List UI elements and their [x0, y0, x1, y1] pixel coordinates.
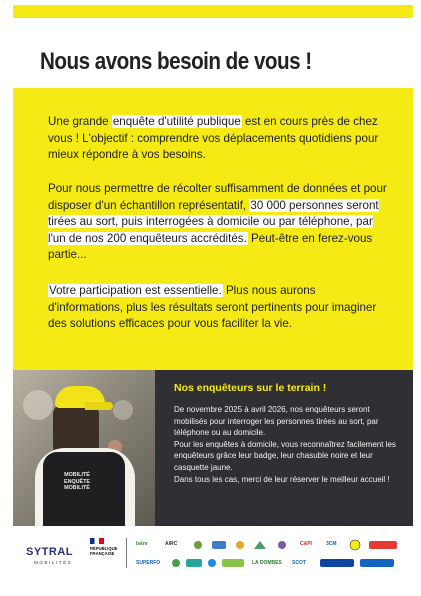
partner-emblem-icon: [222, 559, 244, 567]
partner-logo-scot: SCOT: [292, 560, 306, 566]
partner-emblem-icon: [369, 541, 397, 549]
field-info-title: Nos enquêteurs sur le terrain !: [174, 382, 327, 394]
republique-line: RÉPUBLIQUE: [90, 546, 118, 551]
paragraph-sample-highlight: 30 000 personnes seront tirées au sort, puis interrogées à domicile ou par téléphone, par l'un de nos 200 enquêteurs accrédités.: [48, 198, 379, 245]
paragraph-participation-highlight: Votre participation est essentielle.: [49, 284, 222, 297]
republique-francaise-label: [90, 546, 117, 556]
partner-emblem-icon: [194, 541, 202, 549]
vest-badge-line: MOBILITÉ: [64, 472, 90, 478]
vest-badge: [57, 472, 97, 502]
vest-badge-line: ENQUÊTE: [63, 478, 91, 485]
field-info-panel: [155, 370, 413, 526]
paragraph-intro-after: est en cours près de chez vous ! L'objectif : comprendre vos déplacements quotidiens pour mieux répondre à vos besoins.: [48, 115, 379, 162]
sytral-logo-sub: MOBILITÉS: [34, 560, 73, 565]
field-info-text: [174, 404, 404, 485]
partner-logos-row1-right: [345, 538, 405, 552]
cap-visor: [85, 402, 113, 410]
paragraph-sample-before: Pour nous permettre de récolter suffisamment de données et pour disposer d'un échantillon représentatif,: [48, 182, 387, 212]
partner-logo-capi: CAPI: [300, 541, 312, 547]
partner-logos-row2-emblems: [170, 556, 250, 570]
partner-logo-isere: Isère: [136, 541, 148, 547]
photo-bokeh: [23, 390, 53, 420]
paragraph-participation: [48, 283, 393, 333]
paragraph-intro-highlight: enquête d'utilité publique: [112, 115, 241, 128]
partner-emblem-icon: [350, 540, 360, 550]
paragraph-sample-after: Peut-être en ferez-vous partie...: [48, 231, 373, 262]
partner-logo-superfo: SUPERFO: [136, 560, 161, 566]
field-info-dates: De novembre 2025 à avril 2026, nos enquêteurs seront mobilisés pour interroger les personnes tirées au sort, par téléphone ou au domicile.: [174, 405, 379, 438]
partner-logo-la-dombes: LA DOMBES: [252, 560, 282, 566]
partner-emblem-icon: [360, 559, 394, 567]
paragraph-intro: [48, 114, 393, 164]
field-info-welcome: Dans tous les cas, merci de leur réserver le meilleur accueil !: [174, 474, 390, 484]
partner-logos-row1-emblems: [190, 538, 290, 552]
partner-logos-row2-right: [318, 556, 408, 570]
republique-line: FRANÇAISE: [90, 551, 115, 556]
partner-emblem-icon: [320, 559, 354, 567]
partner-emblem-icon: [236, 541, 244, 549]
partner-emblem-icon: [278, 541, 286, 549]
partner-emblem-icon: [212, 541, 226, 549]
partner-emblem-icon: [186, 559, 202, 567]
partner-logo-airc: AIRC: [165, 541, 178, 547]
vest-badge-line: MOBILITÉ: [64, 485, 90, 492]
logo-divider: [126, 538, 127, 568]
partner-emblem-icon: [208, 559, 216, 567]
partner-emblem-icon: [254, 541, 266, 549]
page-title: Nous avons besoin de vous !: [40, 48, 312, 75]
surveyor-photo: [13, 370, 155, 526]
partner-emblem-icon: [172, 559, 180, 567]
sytral-logo: SYTRAL: [26, 546, 73, 558]
paragraph-intro-before: Une grande: [48, 115, 112, 128]
field-info-identification: Pour les enquêtes à domicile, vous reconnaîtrez facilement les enquêteurs grâce leur badge, leur chasuble noire et leur casquette jaune.: [174, 439, 396, 472]
republique-francaise-flag-icon: [90, 538, 104, 544]
paragraph-participation-after: Plus nous aurons d'informations, plus les résultats seront pertinents pour imaginer des solutions efficaces pour vous faciliter la vie.: [48, 284, 377, 331]
paragraph-sample: [48, 181, 393, 264]
partner-logo-3cm: 3CM: [326, 541, 337, 547]
top-yellow-strip: [13, 5, 413, 18]
photo-bokeh: [113, 400, 133, 420]
